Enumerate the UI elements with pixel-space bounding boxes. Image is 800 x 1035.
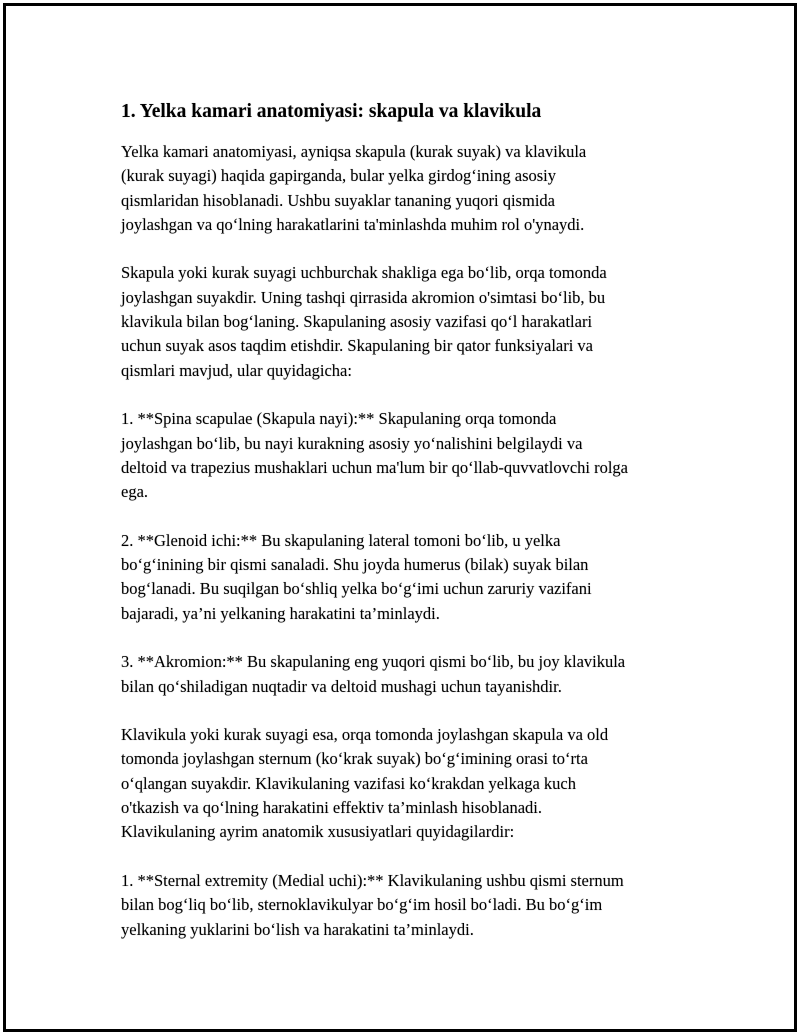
- text-line: Klavikula yoki kurak suyagi esa, orqa tomonda joylashgan skapula va old: [121, 725, 609, 745]
- text-line: joylashgan suyakdir. Uning tashqi qirrasida akromion o'simtasi bo‘lib, bu: [121, 287, 606, 307]
- paragraph-gap: [121, 626, 701, 650]
- text-line: bo‘g‘inining bir qismi sanaladi. Shu joyda humerus (bilak) suyak bilan: [121, 555, 589, 575]
- text-line: bilan bog‘liq bo‘lib, sternoklavikulyar bo‘g‘im hosil bo‘ladi. Bu bo‘g‘im: [121, 895, 603, 915]
- paragraph: [121, 140, 701, 237]
- text-line: yelkaning yuklarini bo‘lish va harakatini ta’minlaydi.: [121, 919, 474, 939]
- text-line: 1. **Spina scapulae (Skapula nayi):** Skapulaning orqa tomonda: [121, 409, 557, 429]
- paragraph: [121, 407, 701, 504]
- text-line: ega.: [121, 482, 149, 502]
- paragraph-gap: [121, 504, 701, 528]
- document-body: [121, 99, 701, 942]
- text-line: joylashgan bo‘lib, bu nayi kurakning asosiy yo‘nalishini belgilaydi va: [121, 433, 583, 453]
- paragraph: [121, 723, 701, 844]
- text-line: uchun suyak asos taqdim etishdir. Skapulaning bir qator funksiyalari va: [121, 336, 593, 356]
- paragraph-gap: [121, 699, 701, 723]
- text-line: qismlari mavjud, ular quyidagicha:: [121, 360, 352, 380]
- paragraph: [121, 529, 701, 626]
- text-line: Skapula yoki kurak suyagi uchburchak shakliga ega bo‘lib, orqa tomonda: [121, 263, 607, 283]
- text-line: (kurak suyagi) haqida gapirganda, bular yelka girdog‘ining asosiy: [121, 166, 556, 186]
- text-line: bilan qo‘shiladigan nuqtadir va deltoid mushagi uchun tayanishdir.: [121, 676, 562, 696]
- text-line: bajaradi, ya’ni yelkaning harakatini ta’minlaydi.: [121, 603, 440, 623]
- paragraph-gap: [121, 237, 701, 261]
- text-line: Klavikulaning ayrim anatomik xususiyatlari quyidagilardir:: [121, 822, 515, 842]
- paragraph: [121, 650, 701, 699]
- paragraph-gap: [121, 845, 701, 869]
- text-line: Yelka kamari anatomiyasi, ayniqsa skapula (kurak suyak) va klavikula: [121, 142, 587, 161]
- paragraph: [121, 869, 701, 942]
- text-line: klavikula bilan bog‘laning. Skapulaning asosiy vazifasi qo‘l harakatlari: [121, 312, 593, 332]
- document-title: 1. Yelka kamari anatomiyasi: skapula va klavikula: [121, 101, 542, 122]
- paragraph: [121, 261, 701, 382]
- text-line: deltoid va trapezius mushaklari uchun ma'lum bir qo‘llab-quvvatlovchi rolga: [121, 457, 629, 477]
- text-line: bog‘lanadi. Bu suqilgan bo‘shliq yelka bo‘g‘imi uchun zaruriy vazifani: [121, 579, 592, 599]
- page-frame: [3, 3, 797, 1032]
- text-line: joylashgan va qo‘lning harakatlarini ta'minlashda muhim rol o'ynaydi.: [121, 214, 585, 234]
- text-line: o‘qlangan suyakdir. Klavikulaning vazifasi ko‘krakdan yelkaga kuch: [121, 773, 576, 793]
- paragraph-container: [121, 140, 701, 942]
- text-line: o'tkazish va qo‘lning harakatini effektiv ta’minlash hisoblanadi.: [121, 798, 543, 818]
- text-line: 1. **Sternal extremity (Medial uchi):** Klavikulaning ushbu qismi sternum: [121, 870, 624, 890]
- text-line: 3. **Akromion:** Bu skapulaning eng yuqori qismi bo‘lib, bu joy klavikula: [121, 652, 626, 672]
- paragraph-gap: [121, 383, 701, 407]
- text-line: qismlaridan hisoblanadi. Ushbu suyaklar tananing yuqori qismida: [121, 190, 555, 210]
- text-line: tomonda joylashgan sternum (ko‘krak suyak) bo‘g‘imining orasi to‘rta: [121, 749, 588, 769]
- text-line: 2. **Glenoid ichi:** Bu skapulaning lateral tomoni bo‘lib, u yelka: [121, 530, 561, 550]
